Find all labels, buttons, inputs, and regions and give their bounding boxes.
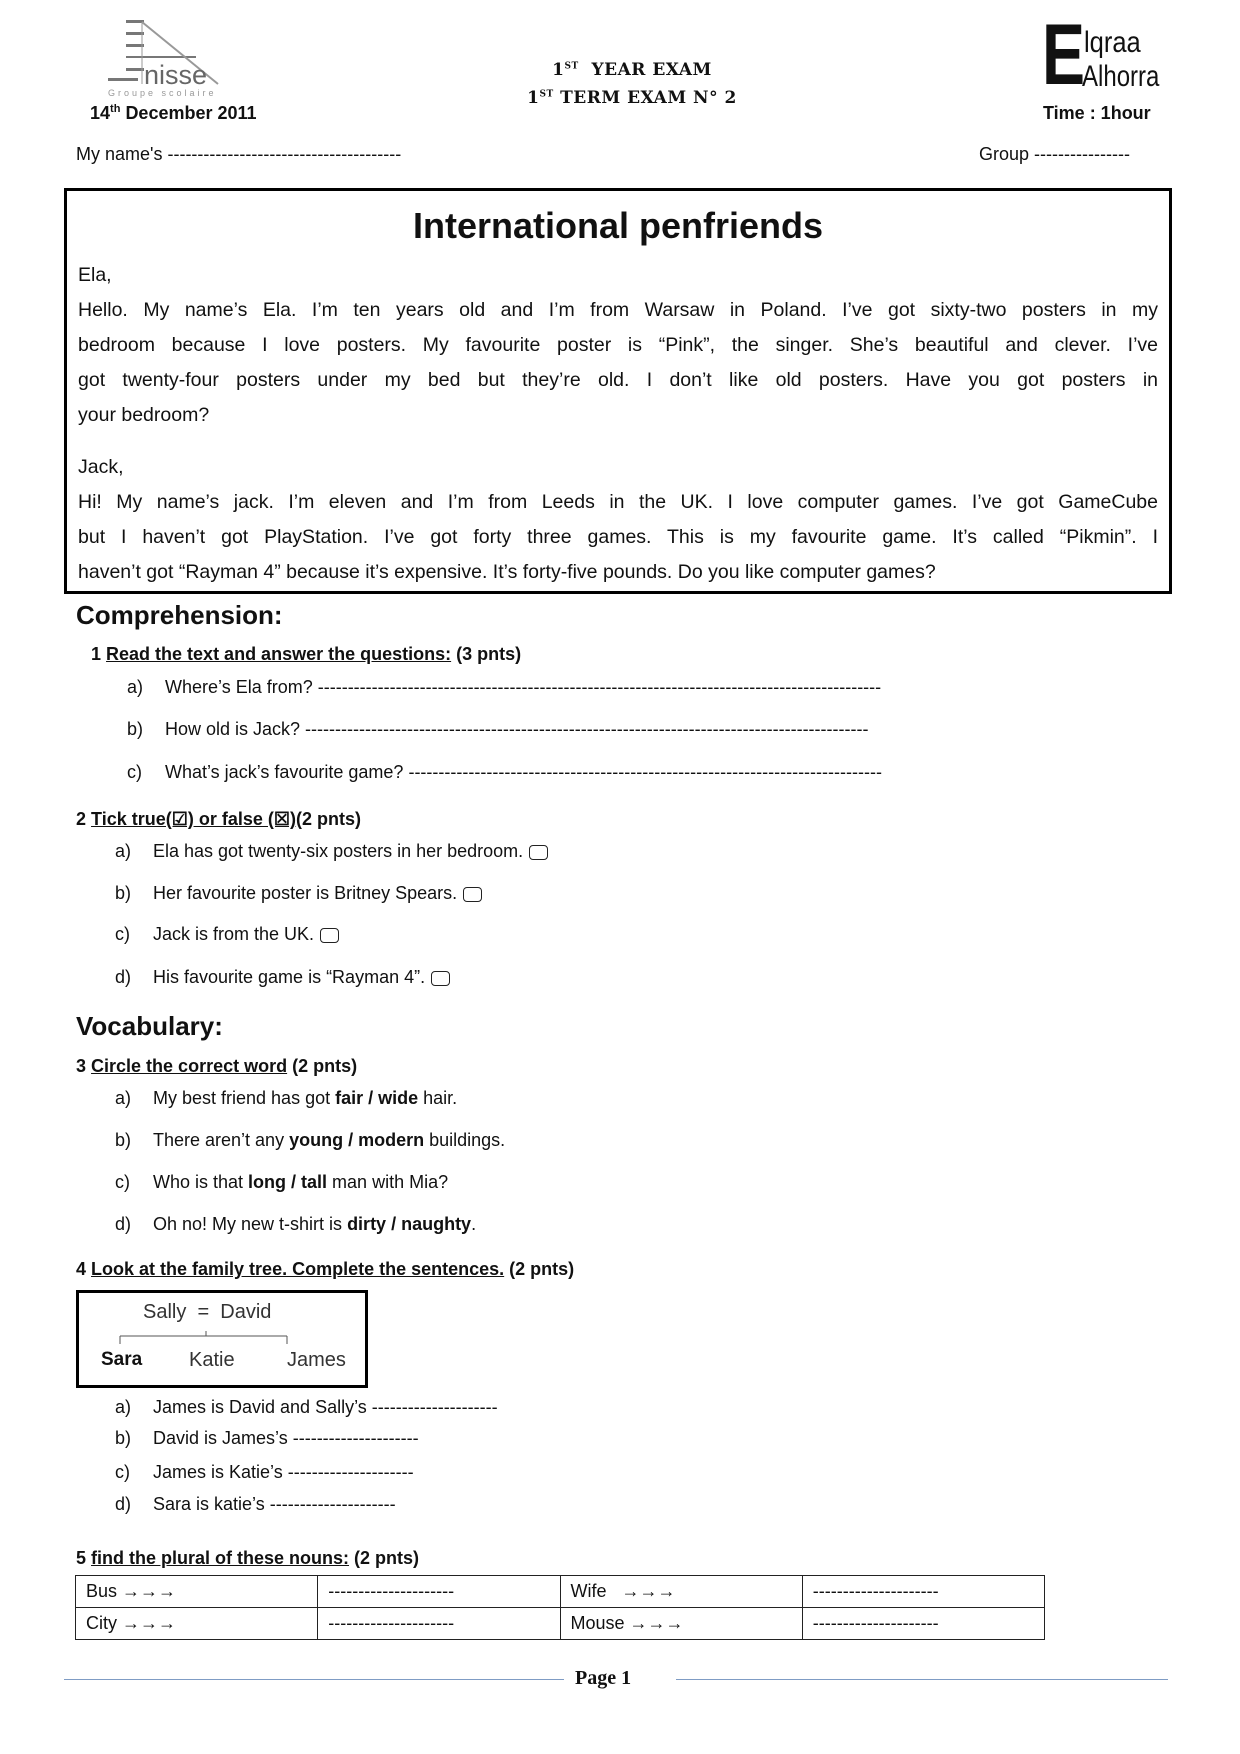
ela-text-line: got twenty-four posters under my bed but they’re old. I don’t like old posters. Have you got posters in <box>78 369 1158 391</box>
answer-cell[interactable]: --------------------- <box>318 1608 560 1640</box>
family-member-sara: Sara <box>101 1349 143 1370</box>
noun-cell: Bus →→→ <box>76 1576 318 1608</box>
q3-item-c: c) Who is that long / tall man with Mia? <box>115 1172 449 1192</box>
word-choice[interactable]: dirty / naughty <box>347 1214 472 1234</box>
name-field[interactable]: My name's --------------------------------------- <box>76 144 402 164</box>
checkbox[interactable] <box>431 971 450 986</box>
q2-item-c: c) Jack is from the UK. <box>115 924 339 945</box>
page-number: Page 1 <box>575 1667 632 1689</box>
q2-item-a: a) Ela has got twenty-six posters in her bedroom. <box>115 841 548 862</box>
word-choice[interactable]: young / modern <box>289 1130 425 1150</box>
question-4-heading: 4 Look at the family tree. Complete the sentences. (2 pnts) <box>76 1259 575 1279</box>
jack-greeting: Jack, <box>78 456 124 478</box>
answer-cell[interactable]: --------------------- <box>802 1576 1044 1608</box>
checkbox[interactable] <box>320 928 339 943</box>
family-member-james: James <box>287 1349 346 1371</box>
exam-title-line1: 1ST YEAR EXAM <box>552 60 712 80</box>
q3-item-a: a) My best friend has got fair / wide hair. <box>115 1088 458 1108</box>
nisse-logo-text: nisse <box>144 60 208 90</box>
footer-rule-right <box>676 1679 1168 1680</box>
family-tree <box>76 1290 368 1388</box>
ela-text-line: your bedroom? <box>78 404 210 426</box>
ela-text-line: Hello. My name’s Ela. I’m ten years old and I’m from Warsaw in Poland. I’ve got sixty-two posters in my <box>78 299 1158 321</box>
word-choice[interactable]: long / tall <box>248 1172 328 1192</box>
q3-item-d: d) Oh no! My new t-shirt is dirty / naughty. <box>115 1214 477 1234</box>
noun-cell: Wife →→→ <box>560 1576 802 1608</box>
noun-cell: Mouse →→→ <box>560 1608 802 1640</box>
q2-item-b: b) Her favourite poster is Britney Spears. <box>115 883 482 904</box>
noun-cell: City →→→ <box>76 1608 318 1640</box>
reading-text-box <box>64 188 1172 594</box>
ela-text-line: bedroom because I love posters. My favourite poster is “Pink”, the singer. She’s beautiful and clever. I’ve <box>78 334 1158 356</box>
checkbox[interactable] <box>529 845 548 860</box>
q1-item-b[interactable]: b) How old is Jack? ---------------------------------------------------------------------------------------------- <box>127 719 869 739</box>
footer-rule-left <box>64 1679 564 1680</box>
q2-item-d: d) His favourite game is “Rayman 4”. <box>115 967 450 988</box>
story-title: International penfriends <box>412 205 824 246</box>
vocabulary-heading: Vocabulary: <box>76 1011 223 1041</box>
plural-table <box>75 1575 1045 1640</box>
family-tree-lines <box>119 1331 289 1351</box>
exam-time: Time : 1hour <box>1043 103 1151 123</box>
exam-date: 14th December 2011 <box>90 103 257 123</box>
question-1-heading: 1 Read the text and answer the questions: (3 pnts) <box>91 644 522 664</box>
answer-cell[interactable]: --------------------- <box>802 1608 1044 1640</box>
family-tree-parents: Sally = David <box>143 1301 272 1323</box>
comprehension-heading: Comprehension: <box>76 600 283 630</box>
table-row <box>76 1576 1045 1608</box>
jack-text-line: haven’t got “Rayman 4” because it’s expensive. It’s forty-five pounds. Do you like computer games? <box>78 561 936 583</box>
q4-item-b[interactable]: b) David is James’s --------------------- <box>115 1428 419 1448</box>
elqraa-alhorra-logo: E lqraa Alhorra <box>1042 7 1160 103</box>
group-field[interactable]: Group ---------------- <box>979 144 1130 164</box>
ela-greeting: Ela, <box>78 264 112 286</box>
jack-text-line: but I haven’t got PlayStation. I’ve got forty three games. This is my favourite game. It’s called “Pikmin”. I <box>78 526 1158 548</box>
question-3-heading: 3 Circle the correct word (2 pnts) <box>76 1056 358 1076</box>
q1-item-a[interactable]: a) Where’s Ela from? ---------------------------------------------------------------------------------------------- <box>127 677 882 697</box>
jack-text-line: Hi! My name’s jack. I’m eleven and I’m from Leeds in the UK. I love computer games. I’ve got GameCube <box>78 491 1158 513</box>
nisse-logo <box>106 20 251 100</box>
nisse-logo-subtitle: Groupe scolaire <box>108 88 217 98</box>
answer-cell[interactable]: --------------------- <box>318 1576 560 1608</box>
checkbox[interactable] <box>463 887 482 902</box>
question-5-heading: 5 find the plural of these nouns: (2 pnts) <box>76 1548 420 1568</box>
q4-item-d[interactable]: d) Sara is katie’s --------------------- <box>115 1494 396 1514</box>
question-2-heading: 2 Tick true(☑) or false (☒)(2 pnts) <box>76 809 362 829</box>
table-row <box>76 1608 1045 1640</box>
q4-item-a[interactable]: a) James is David and Sally’s --------------------- <box>115 1397 498 1417</box>
exam-title-line2: 1ST TERM EXAM N° 2 <box>527 88 737 108</box>
family-member-katie: Katie <box>189 1349 235 1371</box>
q4-item-c[interactable]: c) James is Katie’s --------------------- <box>115 1462 414 1482</box>
q3-item-b: b) There aren’t any young / modern buildings. <box>115 1130 506 1150</box>
q1-item-c[interactable]: c) What’s jack’s favourite game? ------------------------------------------------------------------------------- <box>127 762 882 782</box>
word-choice[interactable]: fair / wide <box>335 1088 419 1108</box>
